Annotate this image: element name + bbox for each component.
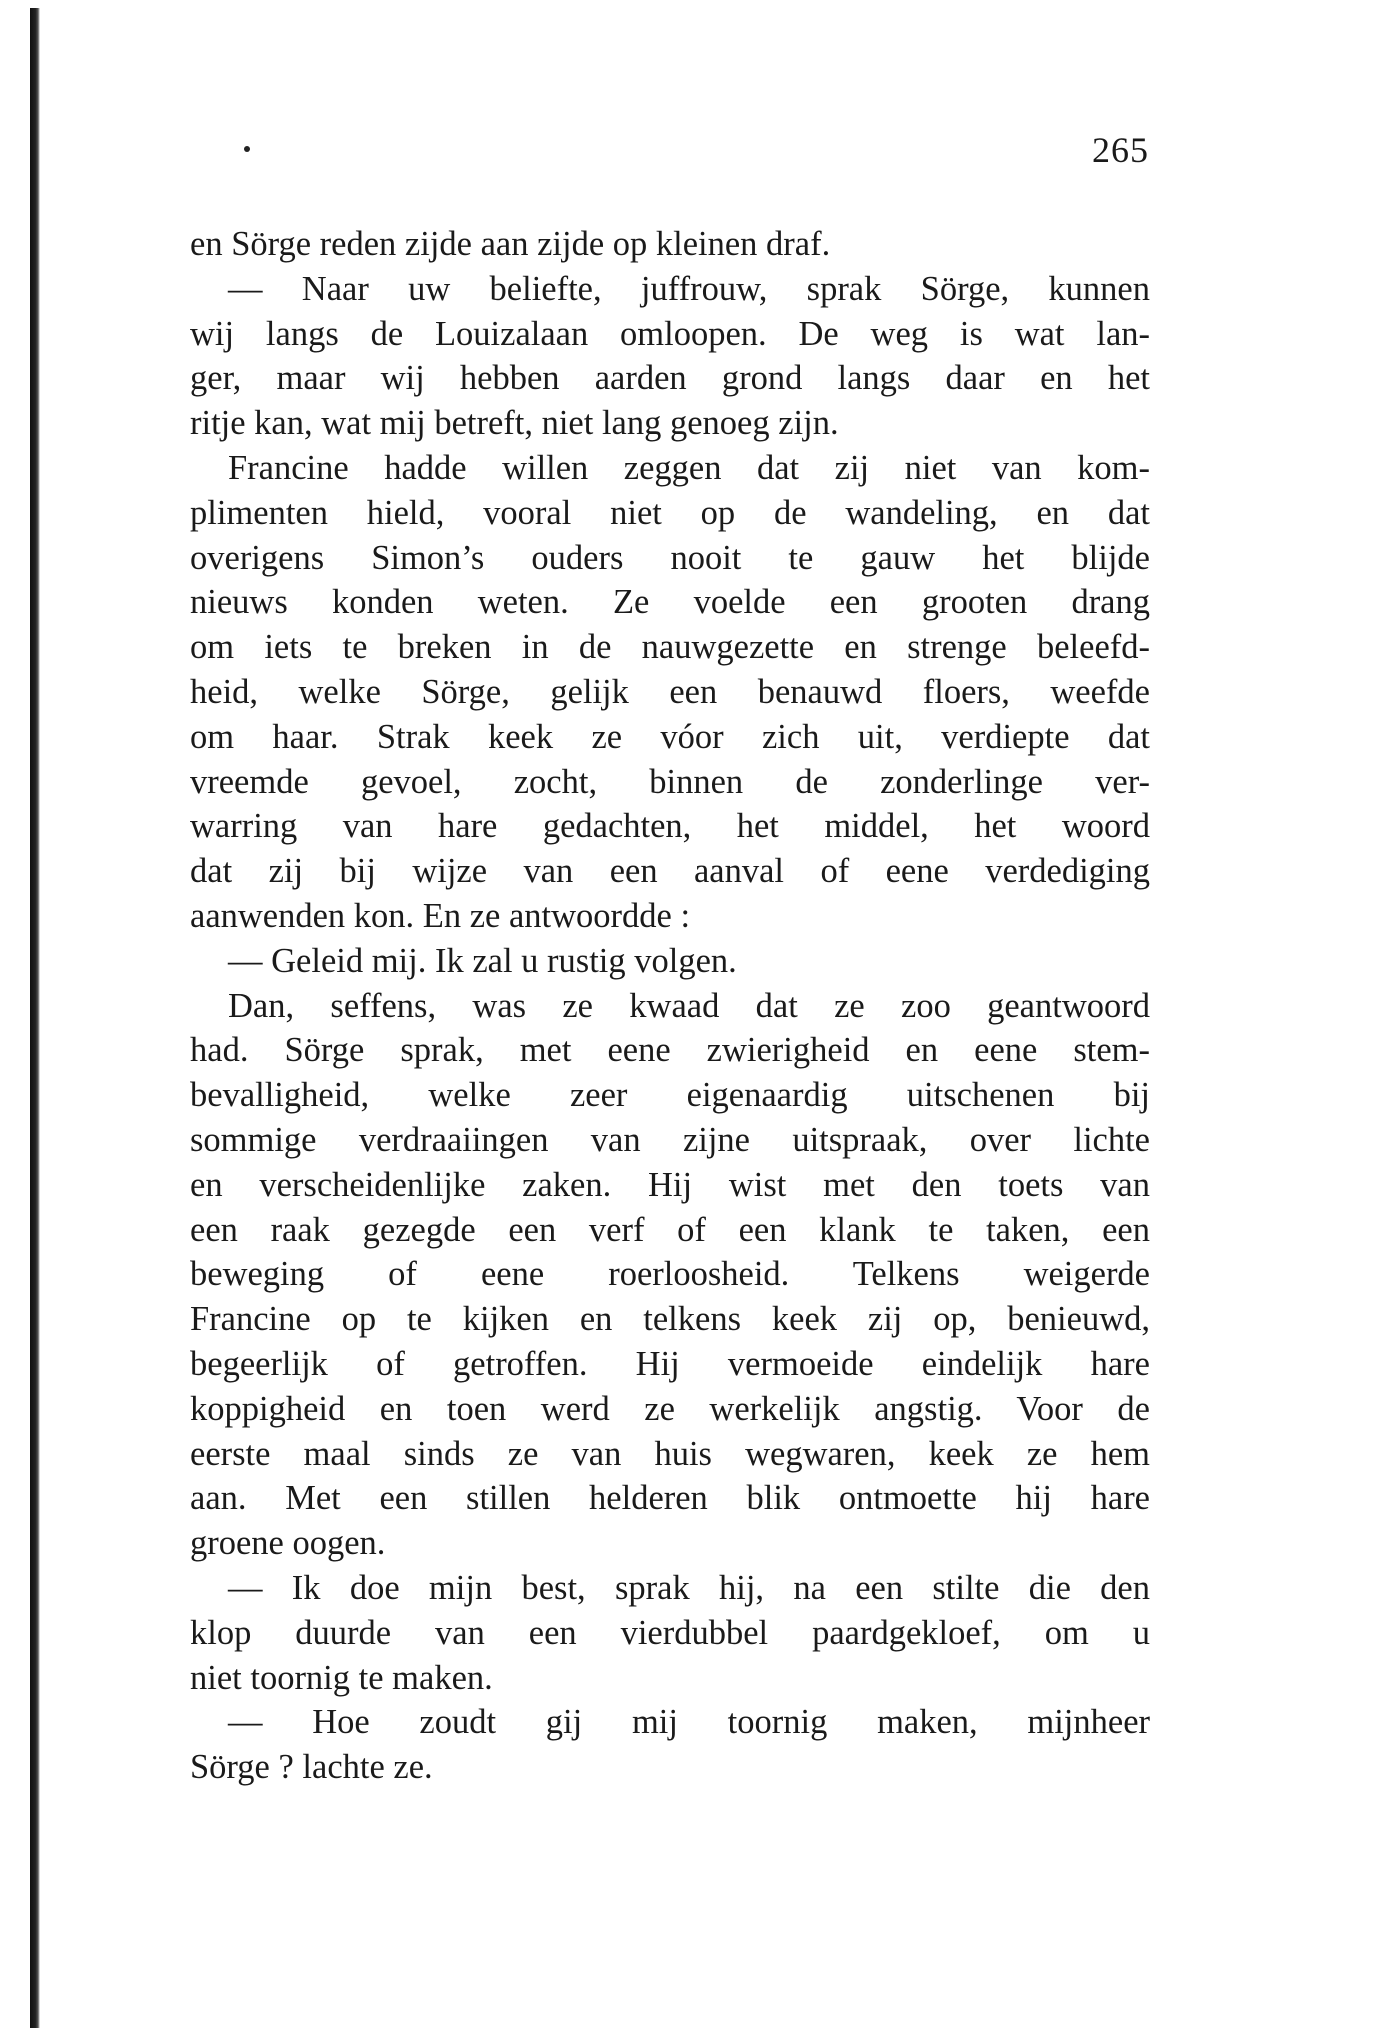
text-line: heid, welke Sörge, gelijk een benauwd floers, weefde — [190, 672, 1150, 711]
page-number: 265 — [1092, 130, 1149, 170]
text-line: en verscheidenlijke zaken. Hij wist met den toets van — [190, 1165, 1150, 1204]
text-line: om haar. Strak keek ze vóor zich uit, verdiepte dat — [190, 717, 1150, 756]
body-text — [190, 222, 1150, 1790]
text-line: wij langs de Louizalaan omloopen. De weg is wat lan- — [190, 314, 1150, 353]
text-line: bevalligheid, welke zeer eigenaardig uitschenen bij — [190, 1076, 1150, 1115]
text-line: ritje kan, wat mij betreft, niet lang genoeg zijn. — [190, 404, 839, 443]
text-line: een raak gezegde een verf of een klank te taken, een — [190, 1210, 1150, 1249]
text-line: ger, maar wij hebben aarden grond langs daar en het — [190, 359, 1150, 398]
text-line: — Geleid mij. Ik zal u rustig volgen. — [228, 941, 737, 980]
text-line: Francine op te kijken en telkens keek zij op, benieuwd, — [190, 1300, 1150, 1339]
text-line: plimenten hield, vooral niet op de wandeling, en dat — [190, 493, 1150, 532]
text-line: Sörge ? lachte ze. — [190, 1748, 433, 1787]
text-line: — Hoe zoudt gij mij toornig maken, mijnheer — [228, 1703, 1150, 1742]
text-line: niet toornig te maken. — [190, 1658, 493, 1697]
text-line: aan. Met een stillen helderen blik ontmoette hij hare — [190, 1479, 1150, 1518]
text-line: Francine hadde willen zeggen dat zij niet van kom- — [228, 448, 1150, 487]
scan-speck — [244, 146, 250, 152]
page-binding-edge — [30, 8, 40, 2028]
text-line: beweging of eene roerloosheid. Telkens weigerde — [190, 1255, 1150, 1294]
text-line: klop duurde van een vierdubbel paardgekloef, om u — [190, 1613, 1150, 1652]
text-line: om iets te breken in de nauwgezette en strenge beleefd- — [190, 628, 1150, 667]
text-line: begeerlijk of getroffen. Hij vermoeide eindelijk hare — [190, 1344, 1150, 1383]
text-line: dat zij bij wijze van een aanval of eene verdediging — [190, 852, 1150, 891]
text-line: Dan, seffens, was ze kwaad dat ze zoo geantwoord — [228, 986, 1150, 1025]
text-line: vreemde gevoel, zocht, binnen de zonderlinge ver- — [190, 762, 1150, 801]
text-line: nieuws konden weten. Ze voelde een grooten drang — [190, 583, 1150, 622]
text-line: warring van hare gedachten, het middel, het woord — [190, 807, 1150, 846]
text-line: eerste maal sinds ze van huis wegwaren, keek ze hem — [190, 1434, 1150, 1473]
text-line: had. Sörge sprak, met eene zwierigheid en eene stem- — [190, 1031, 1150, 1070]
text-line: overigens Simon’s ouders nooit te gauw het blijde — [190, 538, 1150, 577]
text-line: — Naar uw beliefte, juffrouw, sprak Sörge, kunnen — [228, 269, 1150, 308]
text-line: — Ik doe mijn best, sprak hij, na een stilte die den — [228, 1568, 1150, 1607]
text-line: en Sörge reden zijde aan zijde op kleinen draf. — [190, 225, 831, 263]
text-line: groene oogen. — [190, 1524, 386, 1563]
text-line: aanwenden kon. En ze antwoordde : — [190, 896, 691, 935]
text-line: koppigheid en toen werd ze werkelijk angstig. Voor de — [190, 1389, 1150, 1428]
text-line: sommige verdraaiingen van zijne uitspraak, over lichte — [190, 1120, 1150, 1159]
